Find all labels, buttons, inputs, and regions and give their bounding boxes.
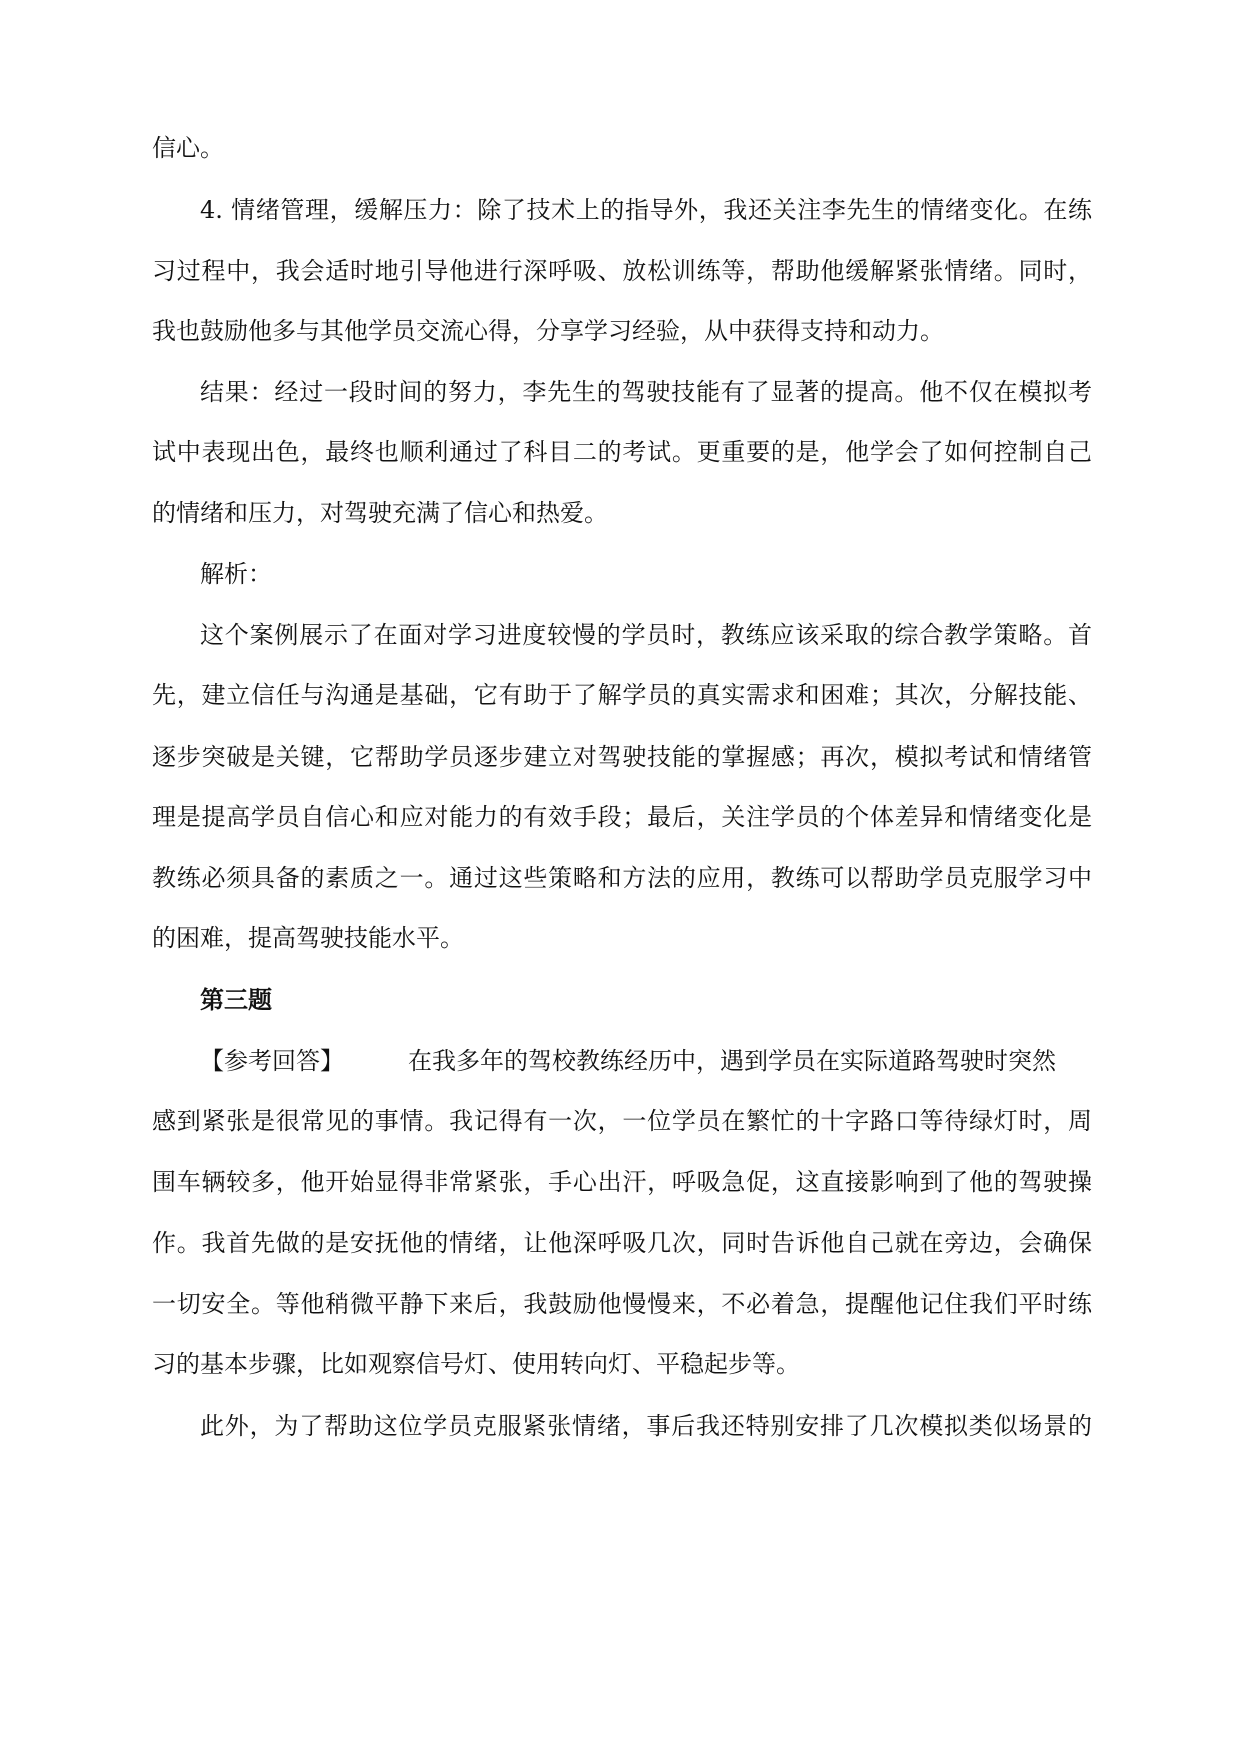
text-line: 此外，为了帮助这位学员克服紧张情绪，事后我还特别安排了几次模拟类似场景的	[200, 1412, 1092, 1440]
answer-label: 【参考回答】	[200, 1047, 344, 1075]
answer-text: 在我多年的驾校教练经历中，遇到学员在实际道路驾驶时突然	[408, 1047, 1056, 1075]
text-line: 的情绪和压力，对驾驶充满了信心和热爱。	[152, 499, 608, 527]
text-line: 先，建立信任与沟通是基础，它有助于了解学员的真实需求和困难；其次，分解技能、	[152, 681, 1092, 709]
text-line: 4. 情绪管理，缓解压力：除了技术上的指导外，我还关注李先生的情绪变化。在练	[200, 196, 1092, 224]
text-line: 的困难，提高驾驶技能水平。	[152, 924, 464, 952]
answer-line	[200, 1044, 1092, 1078]
section-heading: 第三题	[200, 985, 272, 1014]
text-line: 逐步突破是关键，它帮助学员逐步建立对驾驶技能的掌握感；再次，模拟考试和情绪管	[152, 743, 1092, 771]
text-line: 理是提高学员自信心和应对能力的有效手段；最后，关注学员的个体差异和情绪变化是	[152, 803, 1092, 831]
text-line: 围车辆较多，他开始显得非常紧张，手心出汗，呼吸急促，这直接影响到了他的驾驶操	[152, 1168, 1092, 1196]
text-line: 感到紧张是很常见的事情。我记得有一次，一位学员在繁忙的十字路口等待绿灯时，周	[152, 1107, 1092, 1135]
text-line: 这个案例展示了在面对学习进度较慢的学员时，教练应该采取的综合教学策略。首	[200, 621, 1092, 649]
text-line: 试中表现出色，最终也顺利通过了科目二的考试。更重要的是，他学会了如何控制自己	[152, 438, 1092, 466]
text-line: 结果：经过一段时间的努力，李先生的驾驶技能有了显著的提高。他不仅在模拟考	[200, 378, 1092, 406]
text-line: 习的基本步骤，比如观察信号灯、使用转向灯、平稳起步等。	[152, 1350, 800, 1378]
text-line: 我也鼓励他多与其他学员交流心得，分享学习经验，从中获得支持和动力。	[152, 317, 944, 345]
text-line: 习过程中，我会适时地引导他进行深呼吸、放松训练等，帮助他缓解紧张情绪。同时，	[152, 257, 1092, 285]
text-line: 一切安全。等他稍微平静下来后，我鼓励他慢慢来，不必着急，提醒他记住我们平时练	[152, 1290, 1092, 1318]
text-line: 作。我首先做的是安抚他的情绪，让他深呼吸几次，同时告诉他自己就在旁边，会确保	[152, 1229, 1092, 1257]
text-line: 教练必须具备的素质之一。通过这些策略和方法的应用，教练可以帮助学员克服学习中	[152, 864, 1092, 892]
text-line: 信心。	[152, 134, 224, 162]
text-line: 解析：	[200, 560, 272, 588]
